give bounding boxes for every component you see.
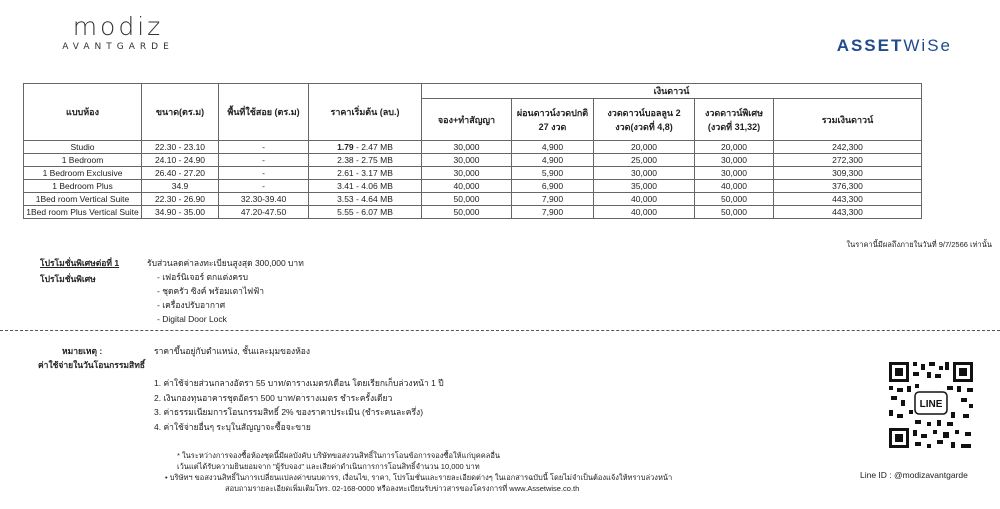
header-size: ขนาด(ตร.ม): [142, 84, 219, 141]
footnote: • บริษัทฯ ขอสงวนสิทธิ์ในการเปลี่ยนแปลงค่าขนบดารร, เงื่อนไข, ราคา, โปรโมชั่นและรายละเอียดต่างๆ ในเอกสารฉบับนี้ โดยไม่จำเป็นต้องแจ้งให้ทราบล่วงหน้า: [165, 473, 673, 482]
header-installment: ผ่อนดาวน์งวดปกติ 27 งวด: [512, 99, 594, 141]
cell-area: 47.20-47.50: [219, 206, 309, 219]
cell-booking: 40,000: [422, 180, 512, 193]
logo-line2: AVANTGARDE: [62, 42, 174, 52]
assetwise-logo: [837, 36, 952, 56]
cell-area: -: [219, 167, 309, 180]
cell-balloon: 25,000: [594, 154, 695, 167]
table-row: [24, 180, 922, 193]
logo-asset: ASSET: [836, 36, 904, 55]
cell-special: 50,000: [695, 206, 774, 219]
cell-area: 32.30-39.40: [219, 193, 309, 206]
price-validity-note: ในราคานี้มีผลถึงภายในวันที่ 9/7/2566 เท่านั้น: [846, 240, 992, 249]
cell-installment: 4,900: [512, 141, 594, 154]
cell-size: 34.90 - 35.00: [142, 206, 219, 219]
modiz-logo: [48, 14, 188, 52]
footnote: สอบถามรายละเอียดเพิ่มเติมโทร. 02-168-0000 หรือลงทะเบียนรับข่าวสารของโครงการที่ www.Assetwise.co.th: [225, 484, 580, 493]
cell-room: 1 Bedroom: [24, 154, 142, 167]
cell-total: 272,300: [774, 154, 922, 167]
cell-installment: 4,900: [512, 154, 594, 167]
cell-size: 34.9: [142, 180, 219, 193]
expense-item: 2. เงินกองทุนอาคารชุดอัตรา 500 บาท/ตารางเมตร ชำระครั้งเดียว: [154, 392, 393, 403]
promo-details: [147, 256, 304, 326]
cell-price: 2.61 - 3.17 MB: [309, 167, 422, 180]
cell-booking: 50,000: [422, 206, 512, 219]
logo-line1: modiz: [72, 12, 164, 41]
price-table: [23, 83, 922, 219]
cell-room: 1Bed room Plus Vertical Suite: [24, 206, 142, 219]
divider: [0, 330, 1000, 331]
cell-price: 3.53 - 4.64 MB: [309, 193, 422, 206]
price-rest: - 2.47 MB: [353, 142, 393, 152]
cell-total: 443,300: [774, 193, 922, 206]
cell-price: 3.41 - 4.06 MB: [309, 180, 422, 193]
cell-special: 20,000: [695, 141, 774, 154]
header-down-payment: เงินดาวน์: [422, 84, 922, 99]
footnote: * ในระหว่างการจองซื้อห้องชุดนี้มีผลบังคับ บริษัทขอสงวนสิทธิ์ในการโอนข้อการจองซื้อให้แก่บุคคลอื่น: [177, 451, 501, 460]
line-id: Line ID : @modizavantgarde: [860, 470, 968, 480]
expense-item: 1. ค่าใช้จ่ายส่วนกลางอัตรา 55 บาท/ตารางเมตร/เดือน โดยเรียกเก็บล่วงหน้า 1 ปี: [154, 378, 444, 388]
header-usable-area: พื้นที่ใช้สอย (ตร.ม): [219, 84, 309, 141]
cell-booking: 30,000: [422, 167, 512, 180]
table-row: [24, 206, 922, 219]
cell-special: 50,000: [695, 193, 774, 206]
cell-room: 1Bed room Vertical Suite: [24, 193, 142, 206]
promo-discount: รับส่วนลดค่าลงทะเบียนสูงสุด 300,000 บาท: [147, 258, 304, 268]
cell-installment: 7,900: [512, 206, 594, 219]
cell-balloon: 35,000: [594, 180, 695, 193]
promo-title: โปรโมชั่นพิเศษต่อที่ 1: [40, 258, 120, 268]
remarks-line: ราคาขึ้นอยู่กับตำแหน่ง, ชั้นและมุมของห้อง: [154, 346, 311, 356]
promo-item: - เฟอร์นิเจอร์ ตกแต่งครบ: [157, 272, 248, 282]
remarks-title: หมายเหตุ :: [62, 346, 103, 356]
cell-booking: 30,000: [422, 141, 512, 154]
cell-balloon: 30,000: [594, 167, 695, 180]
promo-titles: [40, 256, 119, 286]
header-room-type: แบบห้อง: [24, 84, 142, 141]
logo-wise: WiSe: [903, 36, 952, 55]
cell-balloon: 20,000: [594, 141, 695, 154]
expense-list: [154, 376, 444, 434]
expense-item: 4. ค่าใช้จ่ายอื่นๆ ระบุในสัญญาจะซื้อจะขาย: [154, 421, 311, 432]
cell-booking: 30,000: [422, 154, 512, 167]
cell-special: 40,000: [695, 180, 774, 193]
cell-size: 22.30 - 26.90: [142, 193, 219, 206]
promo-subtitle: โปรโมชั่นพิเศษ: [40, 274, 96, 284]
cell-area: -: [219, 154, 309, 167]
cell-installment: 5,900: [512, 167, 594, 180]
footnote: เว้นแต่ได้รับความยินยอมจาก "ผู้รับจอง" และเสียค่าดำเนินการการโอนสิทธิ์จำนวน 10,000 บาท: [177, 462, 480, 471]
cell-price: 5.55 - 6.07 MB: [309, 206, 422, 219]
cell-total: 242,300: [774, 141, 922, 154]
table-row: [24, 167, 922, 180]
cell-total: 309,300: [774, 167, 922, 180]
cell-room: 1 Bedroom Exclusive: [24, 167, 142, 180]
cell-price: 2.38 - 2.75 MB: [309, 154, 422, 167]
header-special: งวดดาวน์พิเศษ (งวดที่ 31,32): [695, 99, 774, 141]
cell-special: 30,000: [695, 154, 774, 167]
cell-special: 30,000: [695, 167, 774, 180]
cell-size: 24.10 - 24.90: [142, 154, 219, 167]
cell-total: 376,300: [774, 180, 922, 193]
remarks-titles: [40, 344, 145, 372]
qr-line-badge: LINE: [919, 399, 943, 410]
cell-installment: 6,900: [512, 180, 594, 193]
footnotes: [165, 450, 672, 494]
promo-item: - ชุดครัว ซิงค์ พร้อมเตาไฟฟ้า: [157, 286, 264, 296]
header-price: ราคาเริ่มต้น (ลบ.): [309, 84, 422, 141]
cell-area: -: [219, 141, 309, 154]
header-total: รวมเงินดาวน์: [774, 99, 922, 141]
table-row: [24, 154, 922, 167]
cell-area: -: [219, 180, 309, 193]
promo-item: - Digital Door Lock: [157, 314, 227, 324]
price-start-bold: 1.79: [337, 142, 354, 152]
cell-room: Studio: [24, 141, 142, 154]
expense-item: 3. ค่าธรรมเนียมการโอนกรรมสิทธิ์ 2% ของราคาประเมิน (ชำระคนละครึ่ง): [154, 407, 424, 417]
cell-balloon: 40,000: [594, 206, 695, 219]
cell-size: 22.30 - 23.10: [142, 141, 219, 154]
header-booking: จอง+ทำสัญญา: [422, 99, 512, 141]
header-balloon: งวดดาวน์บอลลูน 2 งวด(งวดที่ 4,8): [594, 99, 695, 141]
cell-booking: 50,000: [422, 193, 512, 206]
table-row: [24, 141, 922, 154]
table-row: [24, 193, 922, 206]
cell-installment: 7,900: [512, 193, 594, 206]
cell-size: 26.40 - 27.20: [142, 167, 219, 180]
cell-room: 1 Bedroom Plus: [24, 180, 142, 193]
cell-total: 443,300: [774, 206, 922, 219]
line-qr-code[interactable]: [887, 360, 975, 450]
transfer-expenses-title: ค่าใช้จ่ายในวันโอนกรรมสิทธิ์: [38, 360, 145, 370]
promo-item: - เครื่องปรับอากาศ: [157, 300, 226, 310]
cell-price: [309, 141, 422, 154]
cell-balloon: 40,000: [594, 193, 695, 206]
